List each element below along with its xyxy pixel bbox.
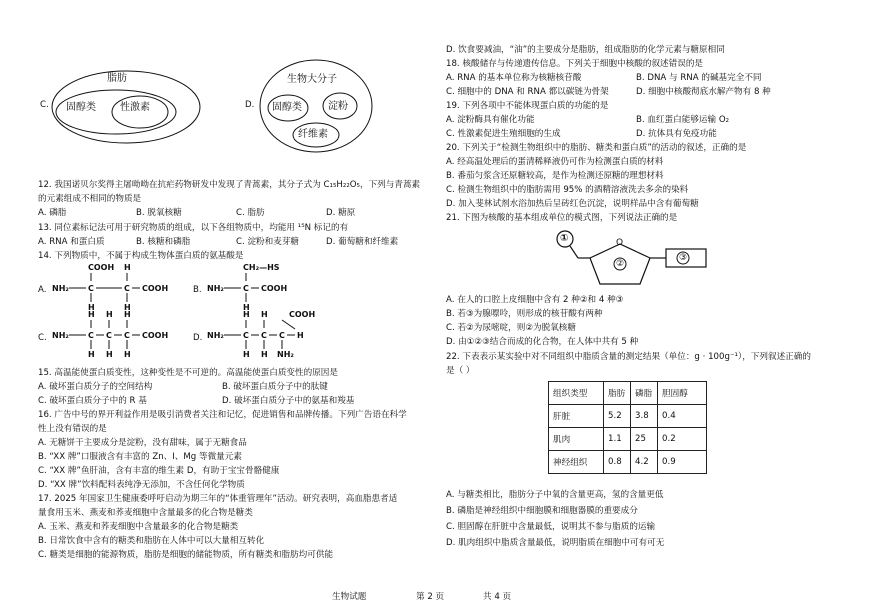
table-header-cell: 脂肪: [604, 382, 631, 405]
q22-stem-2: 是（ ）: [446, 366, 475, 376]
nucleotide-diagram: [548, 226, 718, 298]
svg-text:NH₂: NH₂: [52, 331, 69, 340]
svg-text:C: C: [243, 284, 249, 293]
q19-option-d: D. 抗体具有免疫功能: [636, 129, 717, 139]
svg-text:H: H: [124, 310, 131, 319]
diagram-d-inner2-label: 淀粉: [328, 101, 348, 112]
svg-text:NH₂: NH₂: [207, 331, 224, 340]
svg-text:H: H: [243, 303, 250, 312]
table-cell: 1.1: [604, 428, 631, 451]
svg-text:COOH: COOH: [261, 284, 288, 293]
table-cell: 肝脏: [549, 405, 604, 428]
amino-acid-structure-d: [207, 309, 337, 364]
q19-option-b: B. 血红蛋白能够运输 O₂: [636, 115, 730, 125]
svg-text:H: H: [106, 310, 113, 319]
svg-text:COOH: COOH: [142, 284, 169, 293]
q13-option-a: A. RNA 和蛋白质: [38, 237, 105, 247]
q15-option-b: B. 破坏蛋白质分子中的肽键: [222, 382, 328, 392]
diagram-d-outer-label: 生物大分子: [287, 74, 337, 85]
svg-text:C: C: [243, 331, 249, 340]
svg-text:C: C: [106, 331, 112, 340]
svg-text:H: H: [124, 263, 131, 272]
svg-text:C: C: [124, 284, 130, 293]
table-cell: 神经组织: [549, 451, 604, 474]
q21-option-c: C. 若②为尿嘧啶，则②为脱氧核糖: [446, 323, 576, 333]
q17-option-b: B. 日常饮食中含有的糖类和脂肪在人体中可以大量相互转化: [38, 536, 265, 546]
svg-text:COOH: COOH: [88, 263, 115, 272]
svg-text:C: C: [124, 331, 130, 340]
q22-option-c: C. 胆固醇在肝脏中含量最低，说明其不参与脂质的运输: [446, 522, 656, 532]
q18-stem: 18. 核酸储存与传递遗传信息。下列关于细胞中核酸的叙述错误的是: [446, 59, 704, 69]
footer-subject: 生物试题: [332, 592, 367, 602]
q18-option-c: C. 细胞中的 DNA 和 RNA 都以碳链为骨架: [446, 87, 609, 97]
svg-text:H: H: [124, 303, 131, 312]
lipid-content-table: [548, 381, 707, 474]
q16-option-c: C. “XX 牌”鱼肝油，含有丰富的维生素 D，有助于宝宝骨骼健康: [38, 466, 280, 476]
q12-stem-2: 的元素组成不相同的物质是: [38, 194, 142, 204]
q21-stem: 21. 下图为核酸的基本组成单位的模式图，下列说法正确的是: [446, 213, 678, 223]
q20-option-d: D. 加入斐林试剂水浴加热后呈砖红色沉淀，说明样品中含有葡萄糖: [446, 199, 699, 209]
table-cell: 3.8: [631, 405, 658, 428]
q13-option-c: C. 淀粉和麦芽糖: [236, 237, 300, 247]
q19-option-c: C. 性激素促进生殖细胞的生成: [446, 129, 561, 139]
q18-option-d: D. 细胞中核酸彻底水解产物有 8 种: [636, 87, 771, 97]
q13-stem: 13. 同位素标记法可用于研究物质的组成，以下各组物质中，均能用 ¹⁵N 标记的有: [38, 223, 349, 233]
table-row: [549, 428, 707, 451]
q18-option-a: A. RNA 的基本单位称为核糖核苷酸: [446, 73, 582, 83]
svg-text:COOH: COOH: [289, 310, 316, 319]
q12-stem: 12. 我国诺贝尔奖得主屠呦呦在抗疟药物研发中发现了青蒿素，其分子式为 C₁₅H₂₂O₅，下列与青蒿素: [38, 180, 421, 190]
q16-stem-2: 性上没有错误的是: [38, 424, 107, 434]
diagram-c-outer-label: 脂肪: [107, 73, 127, 84]
q16-option-d: D. “XX 牌”饮料配料表纯净无添加，不含任何化学物质: [38, 480, 245, 490]
table-row: [549, 405, 707, 428]
q15-option-d: D. 破坏蛋白质分子中的氨基和羧基: [222, 396, 355, 406]
q12-option-d: D. 糖原: [326, 208, 356, 218]
q15-stem: 15. 高温能使蛋白质变性，这种变性是不可逆的。高温能使蛋白质变性的原因是: [38, 368, 338, 378]
q15-option-a: A. 破坏蛋白质分子的空间结构: [38, 382, 153, 392]
amino-acid-structure-c: [52, 309, 192, 364]
q20-option-a: A. 经高温处理后的蛋清稀释液仍可作为检测蛋白质的材料: [446, 157, 664, 167]
table-cell: 5.2: [604, 405, 631, 428]
q12-option-c: C. 脂肪: [236, 208, 265, 218]
q22-option-b: B. 磷脂是神经组织中细胞膜和细胞器膜的重要成分: [446, 506, 638, 516]
svg-text:H: H: [88, 350, 95, 359]
q19-stem: 19. 下列各项中不能体现蛋白质的功能的是: [446, 101, 609, 111]
svg-text:H: H: [297, 331, 304, 340]
svg-text:C: C: [88, 284, 94, 293]
q13-option-d: D. 葡萄糖和纤维素: [326, 237, 399, 247]
q20-stem: 20. 下列关于“检测生物组织中的脂肪、糖类和蛋白质”的活动的叙述，正确的是: [446, 143, 747, 153]
q14-option-c: C.: [38, 333, 47, 343]
ring-oxygen-label: O: [616, 238, 624, 248]
diagram-d-inner1-label: 固醇类: [272, 102, 302, 113]
nucleotide-label-3: ③: [679, 253, 688, 263]
table-row: [549, 451, 707, 474]
diagram-d-inner3-label: 纤维素: [298, 129, 328, 140]
q14-option-d: D.: [193, 333, 203, 343]
amino-acid-structure-a: [52, 262, 177, 312]
svg-text:H: H: [261, 350, 268, 359]
svg-text:C: C: [88, 331, 94, 340]
table-cell: 4.2: [631, 451, 658, 474]
q19-option-a: A. 淀粉酶具有催化功能: [446, 115, 535, 125]
svg-text:H: H: [243, 310, 250, 319]
svg-text:H: H: [124, 350, 131, 359]
q21-option-b: B. 若③为腺嘌呤，则形成的核苷酸有两种: [446, 309, 603, 319]
q13-option-b: B. 核糖和磷脂: [136, 237, 191, 247]
svg-text:NH₂: NH₂: [52, 284, 69, 293]
q17-stem-2: 量食用玉米、燕麦和荞麦细胞中含量最多的化合物是糖类: [38, 508, 253, 518]
q12-option-a: A. 磷脂: [38, 208, 67, 218]
svg-text:H: H: [88, 310, 95, 319]
option-c-letter: C.: [40, 100, 49, 110]
table-header-cell: 胆固醇: [658, 382, 707, 405]
footer-page: 第 2 页: [416, 592, 445, 602]
nucleotide-label-1: ①: [560, 233, 569, 244]
table-header-cell: 组织类型: [549, 382, 604, 405]
q22-stem: 22. 下表表示某实验中对不同组织中脂质含量的测定结果（单位：g · 100g⁻¹），下列叙述正确的: [446, 352, 811, 362]
diagram-c-inner2-label: 性激素: [120, 102, 150, 113]
svg-text:H: H: [261, 310, 268, 319]
amino-acid-structure-b: [207, 262, 297, 312]
svg-text:H: H: [88, 303, 95, 312]
table-cell: 肌肉: [549, 428, 604, 451]
svg-text:C: C: [261, 331, 267, 340]
q14-option-a: A.: [38, 285, 47, 295]
table-cell: 0.9: [658, 451, 707, 474]
svg-text:COOH: COOH: [142, 331, 169, 340]
diagram-c-inner1-label: 固醇类: [66, 102, 96, 113]
option-d-letter: D.: [245, 100, 255, 110]
table-cell: 0.2: [658, 428, 707, 451]
table-header-cell: 磷脂: [631, 382, 658, 405]
q17-stem: 17. 2025 年国家卫生健康委呼吁启动为期三年的“体重管理年”活动。研究表明，高血脂患者适: [38, 494, 398, 504]
q18-option-b: B. DNA 与 RNA 的碱基完全不同: [636, 73, 762, 83]
q16-option-a: A. 无糖饼干主要成分是淀粉，没有甜味，属于无糖食品: [38, 438, 247, 448]
svg-text:H: H: [106, 350, 113, 359]
nucleotide-label-2: ②: [616, 259, 625, 269]
svg-text:NH₂: NH₂: [207, 284, 224, 293]
q16-stem: 16. 广告中号的界开利益作用是吸引消费者关注和记忆，促进销售和品牌传播。下列广告语在科学: [38, 410, 407, 420]
q22-option-a: A. 与糖类相比，脂肪分子中氧的含量更高，氢的含量更低: [446, 490, 664, 500]
q12-option-b: B. 脱氧核糖: [136, 208, 182, 218]
q16-option-b: B. “XX 牌”口服液含有丰富的 Zn、I、Mg 等微量元素: [38, 452, 242, 462]
q15-option-c: C. 破坏蛋白质分子中的 R 基: [38, 396, 147, 406]
table-cell: 0.8: [604, 451, 631, 474]
q17-option-d: D. 饮食要减油，“油”的主要成分是脂肪，组成脂肪的化学元素与糖原相同: [446, 45, 725, 55]
table-header-row: [549, 382, 707, 405]
q20-option-c: C. 检测生物组织中的脂肪需用 95% 的酒精溶液洗去多余的染料: [446, 185, 689, 195]
q20-option-b: B. 番茄匀浆含还原糖较高，是作为检测还原糖的理想材料: [446, 171, 664, 181]
svg-text:C: C: [279, 331, 285, 340]
q22-option-d: D. 肌肉组织中脂质含量最低，说明脂质在细胞中可有可无: [446, 538, 665, 548]
q21-option-d: D. 由①②③结合而成的化合物，在人体中共有 5 种: [446, 337, 639, 347]
svg-text:CH₂—HS: CH₂—HS: [243, 263, 280, 272]
table-cell: 25: [631, 428, 658, 451]
q17-option-a: A. 玉米、燕麦和荞麦细胞中含量最多的化合物是糖类: [38, 522, 239, 532]
svg-text:H: H: [243, 350, 250, 359]
q17-option-c: C. 糖类是细胞的能源物质，脂肪是细胞的储能物质，所有糖类和脂肪均可供能: [38, 550, 334, 560]
q21-option-a: A. 在人的口腔上皮细胞中含有 2 种②和 4 种③: [446, 295, 624, 305]
q14-stem: 14. 下列物质中，不属于构成生物体蛋白质的氨基酸是: [38, 251, 244, 261]
footer-total: 共 4 页: [483, 592, 512, 602]
svg-text:NH₂: NH₂: [277, 350, 294, 359]
table-cell: 0.4: [658, 405, 707, 428]
q14-option-b: B.: [193, 285, 202, 295]
